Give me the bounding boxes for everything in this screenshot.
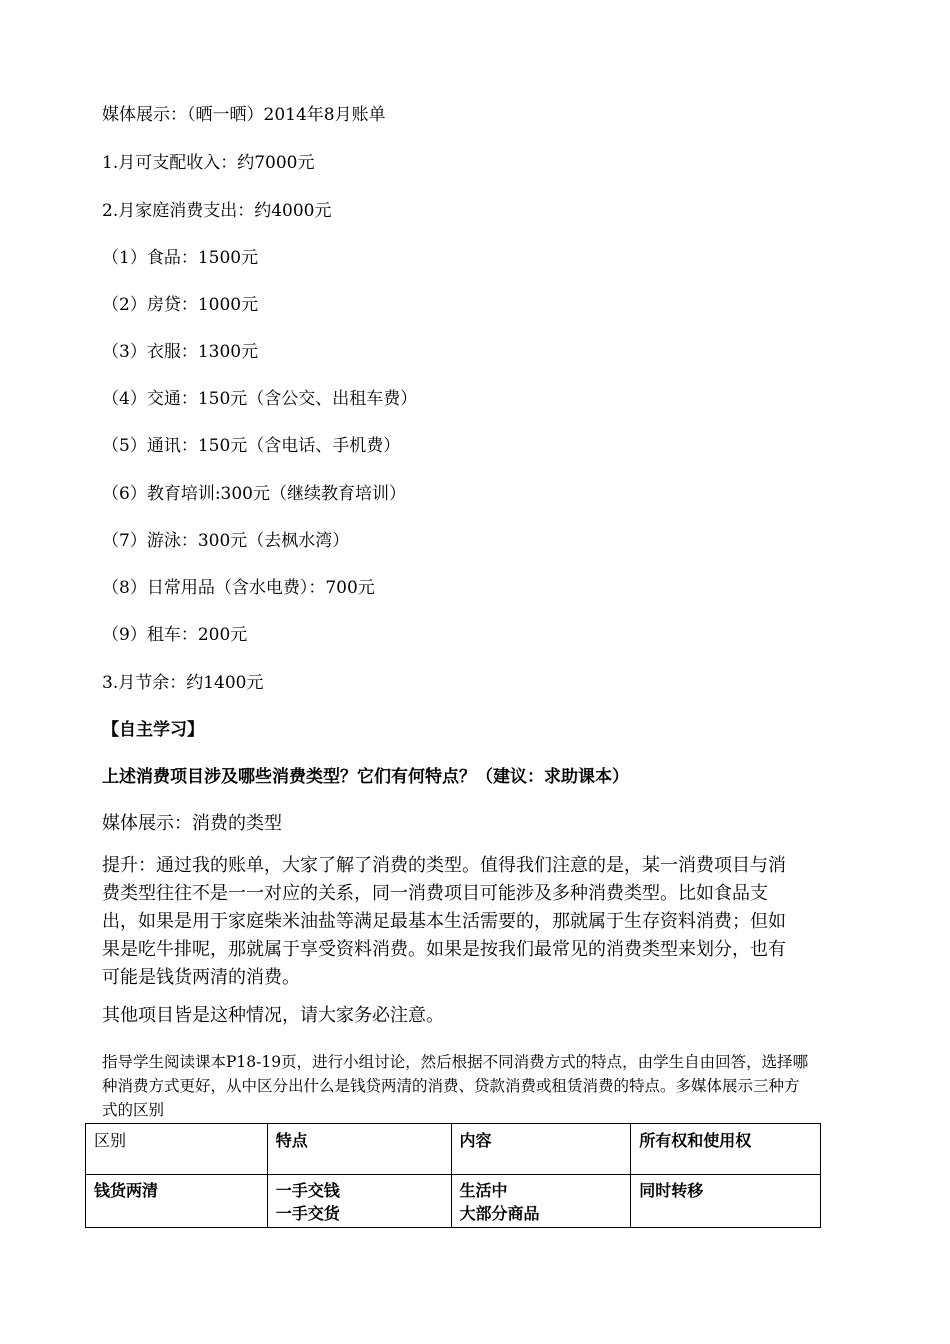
rights-cell: 同时转移 xyxy=(631,1175,821,1228)
expense-item: （4）交通：150元（含公交、出租车费） xyxy=(102,389,418,409)
paragraph-instruction: 指导学生阅读课本P18-19页，进行小组讨论，然后根据不同消费方式的特点，由学生自由回答，选择哪种消费方式更好，从中区分出什么是钱贷两清的消费、贷款消费或租赁消费的特点。多媒体展示三种方式的区别 xyxy=(102,1053,809,1119)
expense-item: （1）食品：1500元 xyxy=(102,248,259,268)
expense-item: （3）衣服：1300元 xyxy=(102,342,259,362)
expense-line: 2.月家庭消费支出：约4000元 xyxy=(102,201,332,221)
header-cell: 特点 xyxy=(267,1124,451,1175)
header-cell: 区别 xyxy=(86,1124,268,1175)
comparison-table xyxy=(85,1123,821,1228)
question-heading: 上述消费项目涉及哪些消费类型？它们有何特点？（建议：求助课本） xyxy=(102,767,629,787)
section-title: 【自主学习】 xyxy=(102,720,204,740)
paragraph-note: 其他项目皆是这种情况，请大家务必注意。 xyxy=(102,1005,444,1026)
feature-cell xyxy=(267,1175,451,1228)
expense-item: （6）教育培训:300元（继续教育培训） xyxy=(102,484,406,504)
type-cell: 钱货两清 xyxy=(86,1175,268,1228)
header-cell: 内容 xyxy=(451,1124,631,1175)
content-line: 生活中 xyxy=(459,1181,508,1200)
table-header-row xyxy=(86,1124,821,1175)
expense-item: （5）通讯：150元（含电话、手机费） xyxy=(102,436,401,456)
expense-item: （9）租车：200元 xyxy=(102,625,248,645)
income-line: 1.月可支配收入：约7000元 xyxy=(102,153,315,173)
feature-line: 一手交钱 xyxy=(275,1181,340,1200)
header-cell: 所有权和使用权 xyxy=(631,1124,821,1175)
savings-line: 3.月节余：约1400元 xyxy=(102,673,264,693)
paragraph-explanation: 提升：通过我的账单，大家了解了消费的类型。值得我们注意的是，某一消费项目与消费类型往往不是一一对应的关系，同一消费项目可能涉及多种消费类型。比如食品支出，如果是用于家庭柴米油盐等满足最基本生活需要的，那就属于生存资料消费；但如果是吃牛排呢，那就属于享受资料消费。如果是按我们最常见的消费类型来划分，也有可能是钱货两清的消费。 xyxy=(102,855,786,988)
content-line: 大部分商品 xyxy=(459,1204,540,1223)
media-bill-line: 媒体展示：（晒一晒）2014年8月账单 xyxy=(102,105,386,125)
table-row xyxy=(86,1175,821,1228)
expense-item: （2）房贷：1000元 xyxy=(102,295,259,315)
feature-line: 一手交货 xyxy=(275,1204,340,1223)
content-cell xyxy=(451,1175,631,1228)
media-types-line: 媒体展示：消费的类型 xyxy=(102,813,282,834)
expense-item: （8）日常用品（含水电费）：700元 xyxy=(102,578,375,598)
expense-item: （7）游泳：300元（去枫水湾） xyxy=(102,531,350,551)
